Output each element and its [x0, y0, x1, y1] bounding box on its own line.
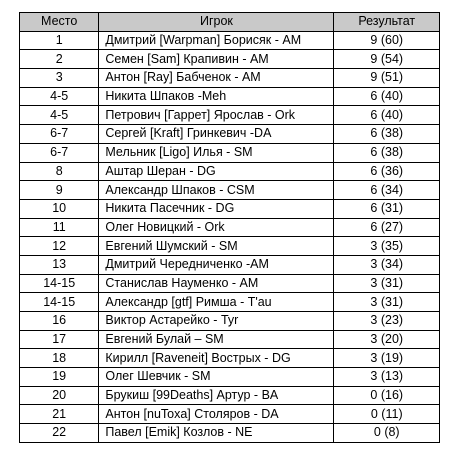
- place-cell: 6-7: [20, 125, 99, 144]
- place-cell: 19: [20, 368, 99, 387]
- place-cell: 17: [20, 330, 99, 349]
- result-cell: 6 (38): [334, 125, 440, 144]
- header-player: Игрок: [99, 13, 334, 32]
- player-cell: Олег Шевчик - SM: [99, 368, 334, 387]
- player-cell: Дмитрий Чередниченко -AM: [99, 255, 334, 274]
- result-cell: 6 (34): [334, 181, 440, 200]
- result-cell: 9 (60): [334, 31, 440, 50]
- player-cell: Мельник [Ligo] Илья - SM: [99, 143, 334, 162]
- player-cell: Дмитрий [Warpman] Борисяк - AM: [99, 31, 334, 50]
- result-cell: 6 (40): [334, 87, 440, 106]
- place-cell: 21: [20, 405, 99, 424]
- player-cell: Виктор Астарейко - Tyr: [99, 312, 334, 331]
- header-place: Место: [20, 13, 99, 32]
- result-cell: 6 (38): [334, 143, 440, 162]
- place-cell: 11: [20, 218, 99, 237]
- table-row: [20, 218, 440, 237]
- player-cell: Семен [Sam] Крапивин - AM: [99, 50, 334, 69]
- table-row: [20, 349, 440, 368]
- result-cell: 0 (11): [334, 405, 440, 424]
- place-cell: 14-15: [20, 293, 99, 312]
- place-cell: 2: [20, 50, 99, 69]
- result-cell: 3 (19): [334, 349, 440, 368]
- table-body: [20, 31, 440, 442]
- table-row: [20, 87, 440, 106]
- player-cell: Евгений Шумский - SM: [99, 237, 334, 256]
- result-cell: 9 (54): [334, 50, 440, 69]
- table-row: [20, 125, 440, 144]
- result-cell: 3 (23): [334, 312, 440, 331]
- table-row: [20, 143, 440, 162]
- place-cell: 3: [20, 69, 99, 88]
- result-cell: 6 (40): [334, 106, 440, 125]
- place-cell: 14-15: [20, 274, 99, 293]
- result-cell: 3 (20): [334, 330, 440, 349]
- player-cell: Никита Шпаков -Meh: [99, 87, 334, 106]
- result-cell: 3 (31): [334, 293, 440, 312]
- result-cell: 6 (27): [334, 218, 440, 237]
- table-row: [20, 405, 440, 424]
- place-cell: 18: [20, 349, 99, 368]
- place-cell: 4-5: [20, 106, 99, 125]
- table-row: [20, 386, 440, 405]
- player-cell: Петрович [Гаррет] Ярослав - Ork: [99, 106, 334, 125]
- result-cell: 6 (31): [334, 199, 440, 218]
- result-cell: 3 (31): [334, 274, 440, 293]
- player-cell: Евгений Булай – SM: [99, 330, 334, 349]
- result-cell: 0 (8): [334, 424, 440, 443]
- place-cell: 9: [20, 181, 99, 200]
- place-cell: 4-5: [20, 87, 99, 106]
- player-cell: Брукиш [99Deaths] Артур - BA: [99, 386, 334, 405]
- table-row: [20, 293, 440, 312]
- player-cell: Никита Пасечник - DG: [99, 199, 334, 218]
- table-header: [20, 13, 440, 32]
- player-cell: Александр [gtf] Римша - T'au: [99, 293, 334, 312]
- table-row: [20, 50, 440, 69]
- table-row: [20, 312, 440, 331]
- table-row: [20, 237, 440, 256]
- result-cell: 3 (34): [334, 255, 440, 274]
- player-cell: Олег Новицкий - Ork: [99, 218, 334, 237]
- header-row: [20, 13, 440, 32]
- place-cell: 13: [20, 255, 99, 274]
- place-cell: 12: [20, 237, 99, 256]
- player-cell: Аштар Шеран - DG: [99, 162, 334, 181]
- player-cell: Сергей [Kraft] Гринкевич -DA: [99, 125, 334, 144]
- table-row: [20, 31, 440, 50]
- results-table: [19, 12, 440, 443]
- result-cell: 9 (51): [334, 69, 440, 88]
- place-cell: 10: [20, 199, 99, 218]
- header-result: Результат: [334, 13, 440, 32]
- table-row: [20, 368, 440, 387]
- player-cell: Станислав Науменко - AM: [99, 274, 334, 293]
- place-cell: 1: [20, 31, 99, 50]
- place-cell: 20: [20, 386, 99, 405]
- table-row: [20, 255, 440, 274]
- table-row: [20, 181, 440, 200]
- place-cell: 8: [20, 162, 99, 181]
- place-cell: 22: [20, 424, 99, 443]
- result-cell: 3 (13): [334, 368, 440, 387]
- place-cell: 6-7: [20, 143, 99, 162]
- player-cell: Павел [Emik] Козлов - NE: [99, 424, 334, 443]
- table-row: [20, 199, 440, 218]
- table-row: [20, 162, 440, 181]
- result-cell: 0 (16): [334, 386, 440, 405]
- place-cell: 16: [20, 312, 99, 331]
- player-cell: Антон [Ray] Бабченок - AM: [99, 69, 334, 88]
- table-row: [20, 69, 440, 88]
- result-cell: 3 (35): [334, 237, 440, 256]
- result-cell: 6 (36): [334, 162, 440, 181]
- player-cell: Александр Шпаков - CSM: [99, 181, 334, 200]
- player-cell: Кирилл [Raveneit] Вострых - DG: [99, 349, 334, 368]
- table-row: [20, 424, 440, 443]
- table-row: [20, 330, 440, 349]
- player-cell: Антон [nuToxa] Столяров - DA: [99, 405, 334, 424]
- table-row: [20, 106, 440, 125]
- table-row: [20, 274, 440, 293]
